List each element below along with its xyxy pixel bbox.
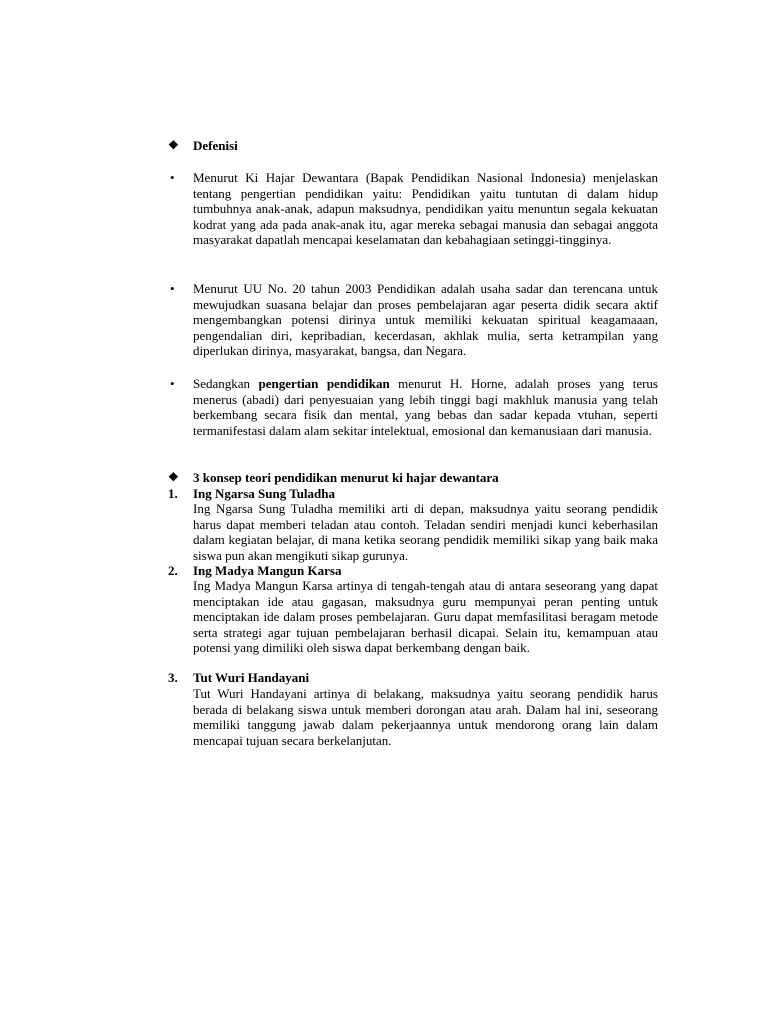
bullet-dot-icon: • (170, 281, 175, 296)
section-heading-defenisi (168, 138, 238, 154)
bullet-item (168, 376, 658, 438)
bullet-text-suffix: menurut H. Horne, adalah proses yang terus menerus (abadi) dari penyesuaian yang lebih tinggi bagi makhluk manusia yang telah berkembang secara fisik dan mental, yang bebas dan sadar kepada vtuhan, seperti termanifestasi dalam alam sekitar intelektual, emosional dan kemanusiaan dari manusia. (193, 376, 658, 438)
concept-number: 2. (168, 563, 178, 578)
concept-title (168, 563, 658, 579)
bullet-text: Menurut Ki Hajar Dewantara (Bapak Pendidikan Nasional Indonesia) menjelaskan tentang pengertian pendidikan yaitu: Pendidikan yaitu tuntutan di dalam hidup tumbuhnya anak-anak, adapun maksudnya, pendidikan yaitu menuntun segala kekuatan kodrat yang ada pada anak-anak itu, agar mereka sebagai manusia dan sebagai anggota masyarakat dapatlah mencapai keselamatan dan kebahagiaan setinggi-tingginya. (193, 170, 658, 247)
concept-text: Tut Wuri Handayani artinya di belakang, maksudnya yaitu seorang pendidik harus berada di belakang siswa untuk memberi dorongan atau arah. Dalam hal ini, seseorang memiliki tanggung jawab dalam pekerjaannya untuk mendorong orang lain dalam mencapai tujuan secara berkelanjutan. (193, 686, 658, 748)
diamond-bullet-icon: ❖ (168, 138, 179, 152)
bullet-dot-icon: • (170, 170, 175, 185)
concept-title-text: Tut Wuri Handayani (193, 670, 310, 685)
concept-number: 3. (168, 670, 178, 685)
concept-number: 1. (168, 486, 178, 501)
diamond-bullet-icon: ❖ (168, 470, 179, 484)
section-title: Defenisi (193, 138, 238, 153)
bullet-text: Menurut UU No. 20 tahun 2003 Pendidikan adalah usaha sadar dan terencana untuk mewujudkan suasana belajar dan proses pembelajaran agar peserta didik secara aktif mengembangkan potensi dirinya untuk memiliki kekuatan spiritual keagamaaan, pengendalian diri, kepribadian, kecerdasan, akhlak mulia, serta ketrampilan yang diperlukan dirinya, masyarakat, bangsa, dan Negara. (193, 281, 658, 358)
section-heading-konsep (168, 470, 499, 486)
bullet-item (168, 281, 658, 359)
bullet-text-bold: pengertian pendidikan (258, 376, 390, 391)
section-title: 3 konsep teori pendidikan menurut ki hajar dewantara (193, 470, 499, 485)
bullet-text-prefix: Sedangkan (193, 376, 259, 391)
concept-title (168, 486, 658, 502)
concept-text: Ing Ngarsa Sung Tuladha memiliki arti di depan, maksudnya yaitu seorang pendidik harus dapat memberi teladan atau contoh. Teladan sendiri menjadi kunci keberhasilan dalam kegiatan belajar, di mana ketika seorang pendidik memiliki sikap yang baik maka siswa pun akan mengikuti sikap gurunya. (193, 501, 658, 563)
bullet-item (168, 170, 658, 248)
bullet-dot-icon: • (170, 376, 175, 391)
concept-title (168, 670, 658, 686)
bullet-text (193, 376, 658, 438)
concept-title-text: Ing Madya Mangun Karsa (193, 563, 342, 578)
concept-title-text: Ing Ngarsa Sung Tuladha (193, 486, 335, 501)
concept-text: Ing Madya Mangun Karsa artinya di tengah-tengah atau di antara seseorang yang dapat menciptakan ide atau gagasan, maksudnya guru mempunyai peran penting untuk menciptakan ide dalam proses pembelajaran. Guru dapat memfasilitasi beragam metode serta strategi agar tujuan pembelajaran berhasil dicapai. Selain itu, kemampuan atau potensi yang dimiliki oleh siswa dapat berkembang dengan baik. (193, 578, 658, 655)
